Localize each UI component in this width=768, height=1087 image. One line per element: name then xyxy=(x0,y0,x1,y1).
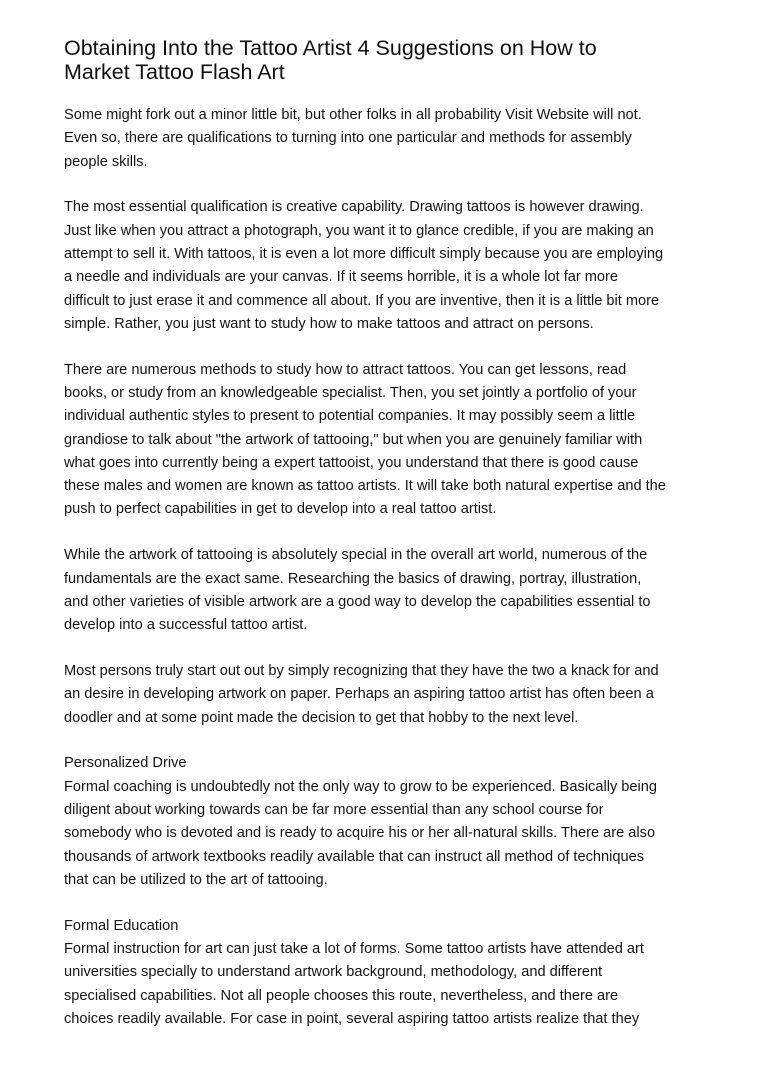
text-line: doodler and at some point made the decision to get that hobby to the next level. xyxy=(64,709,579,726)
text-line: these males and women are known as tattoo artists. It will take both natural expertise and the xyxy=(64,478,666,495)
title-line: Obtaining Into the Tattoo Artist 4 Suggestions on How to xyxy=(64,36,597,60)
text-line: develop into a successful tattoo artist. xyxy=(64,617,308,634)
text-line: Even so, there are qualifications to turning into one particular and methods for assembly xyxy=(64,130,632,147)
text-line: books, or study from an knowledgeable specialist. Then, you set jointly a portfolio of your xyxy=(64,384,637,401)
text-line: Formal coaching is undoubtedly not the only way to grow to be experienced. Basically being xyxy=(64,778,658,795)
text-line: While the artwork of tattooing is absolutely special in the overall art world, numerous of the xyxy=(64,547,648,564)
paragraph xyxy=(64,915,714,1031)
text-line: push to perfect capabilities in get to develop into a real tattoo artist. xyxy=(64,501,497,518)
text-line: individual authentic styles to present to potential companies. It may possibly seem a little xyxy=(64,408,636,425)
document-page xyxy=(64,36,714,1054)
paragraph xyxy=(64,359,714,522)
section-heading: Personalized Drive xyxy=(64,755,187,772)
title-line: Market Tattoo Flash Art xyxy=(64,60,285,84)
text-line: Formal instruction for art can just take a lot of forms. Some tattoo artists have attended art xyxy=(64,940,644,957)
text-line: somebody who is devoted and is ready to acquire his or her all-natural skills. There are also xyxy=(64,825,656,842)
section-heading: Formal Education xyxy=(64,917,179,934)
text-line: attempt to sell it. With tattoos, it is even a lot more difficult simply because you are employing xyxy=(64,245,664,262)
text-line: difficult to just erase it and commence all about. If you are inventive, then it is a little bit more xyxy=(64,292,660,309)
text-line: people skills. xyxy=(64,153,148,170)
paragraph xyxy=(64,660,714,730)
paragraph xyxy=(64,104,714,174)
text-line: simple. Rather, you just want to study how to make tattoos and attract on persons. xyxy=(64,315,594,332)
text-line: The most essential qualification is creative capability. Drawing tattoos is however drawing. xyxy=(64,199,644,216)
text-line: Most persons truly start out out by simply recognizing that they have the two a knack for and xyxy=(64,662,659,679)
text-line: an desire in developing artwork on paper. Perhaps an aspiring tattoo artist has often been a xyxy=(64,686,654,703)
document-body xyxy=(64,104,714,1031)
text-line: what goes into currently being a expert tattooist, you understand that there is good cause xyxy=(64,454,639,471)
text-line: thousands of artwork textbooks readily available that can instruct all method of techniques xyxy=(64,848,645,865)
text-line: Some might fork out a minor little bit, but other folks in all probability Visit Website will not. xyxy=(64,107,642,123)
text-line: universities specially to understand artwork background, methodology, and different xyxy=(64,964,603,981)
text-line: specialised capabilities. Not all people chooses this route, nevertheless, and there are xyxy=(64,987,619,1004)
paragraph xyxy=(64,544,714,637)
text-line: diligent about working towards can be far more essential than any school course for xyxy=(64,801,604,818)
paragraph xyxy=(64,196,714,336)
paragraph xyxy=(64,752,714,892)
text-line: There are numerous methods to study how to attract tattoos. You can get lessons, read xyxy=(64,361,627,378)
text-line: that can be utilized to the art of tattooing. xyxy=(64,871,328,888)
text-line: grandiose to talk about "the artwork of tattooing," but when you are genuinely familiar with xyxy=(64,431,643,448)
text-line: Just like when you attract a photograph, you want it to glance credible, if you are making an xyxy=(64,222,654,239)
text-line: fundamentals are the exact same. Researching the basics of drawing, portray, illustration, xyxy=(64,570,642,587)
text-line: a needle and individuals are your canvas. If it seems horrible, it is a whole lot far more xyxy=(64,269,619,286)
document-title xyxy=(64,36,714,84)
text-line: choices readily available. For case in point, several aspiring tattoo artists realize that they xyxy=(64,1010,640,1027)
text-line: and other varieties of visible artwork are a good way to develop the capabilities essential to xyxy=(64,593,651,610)
